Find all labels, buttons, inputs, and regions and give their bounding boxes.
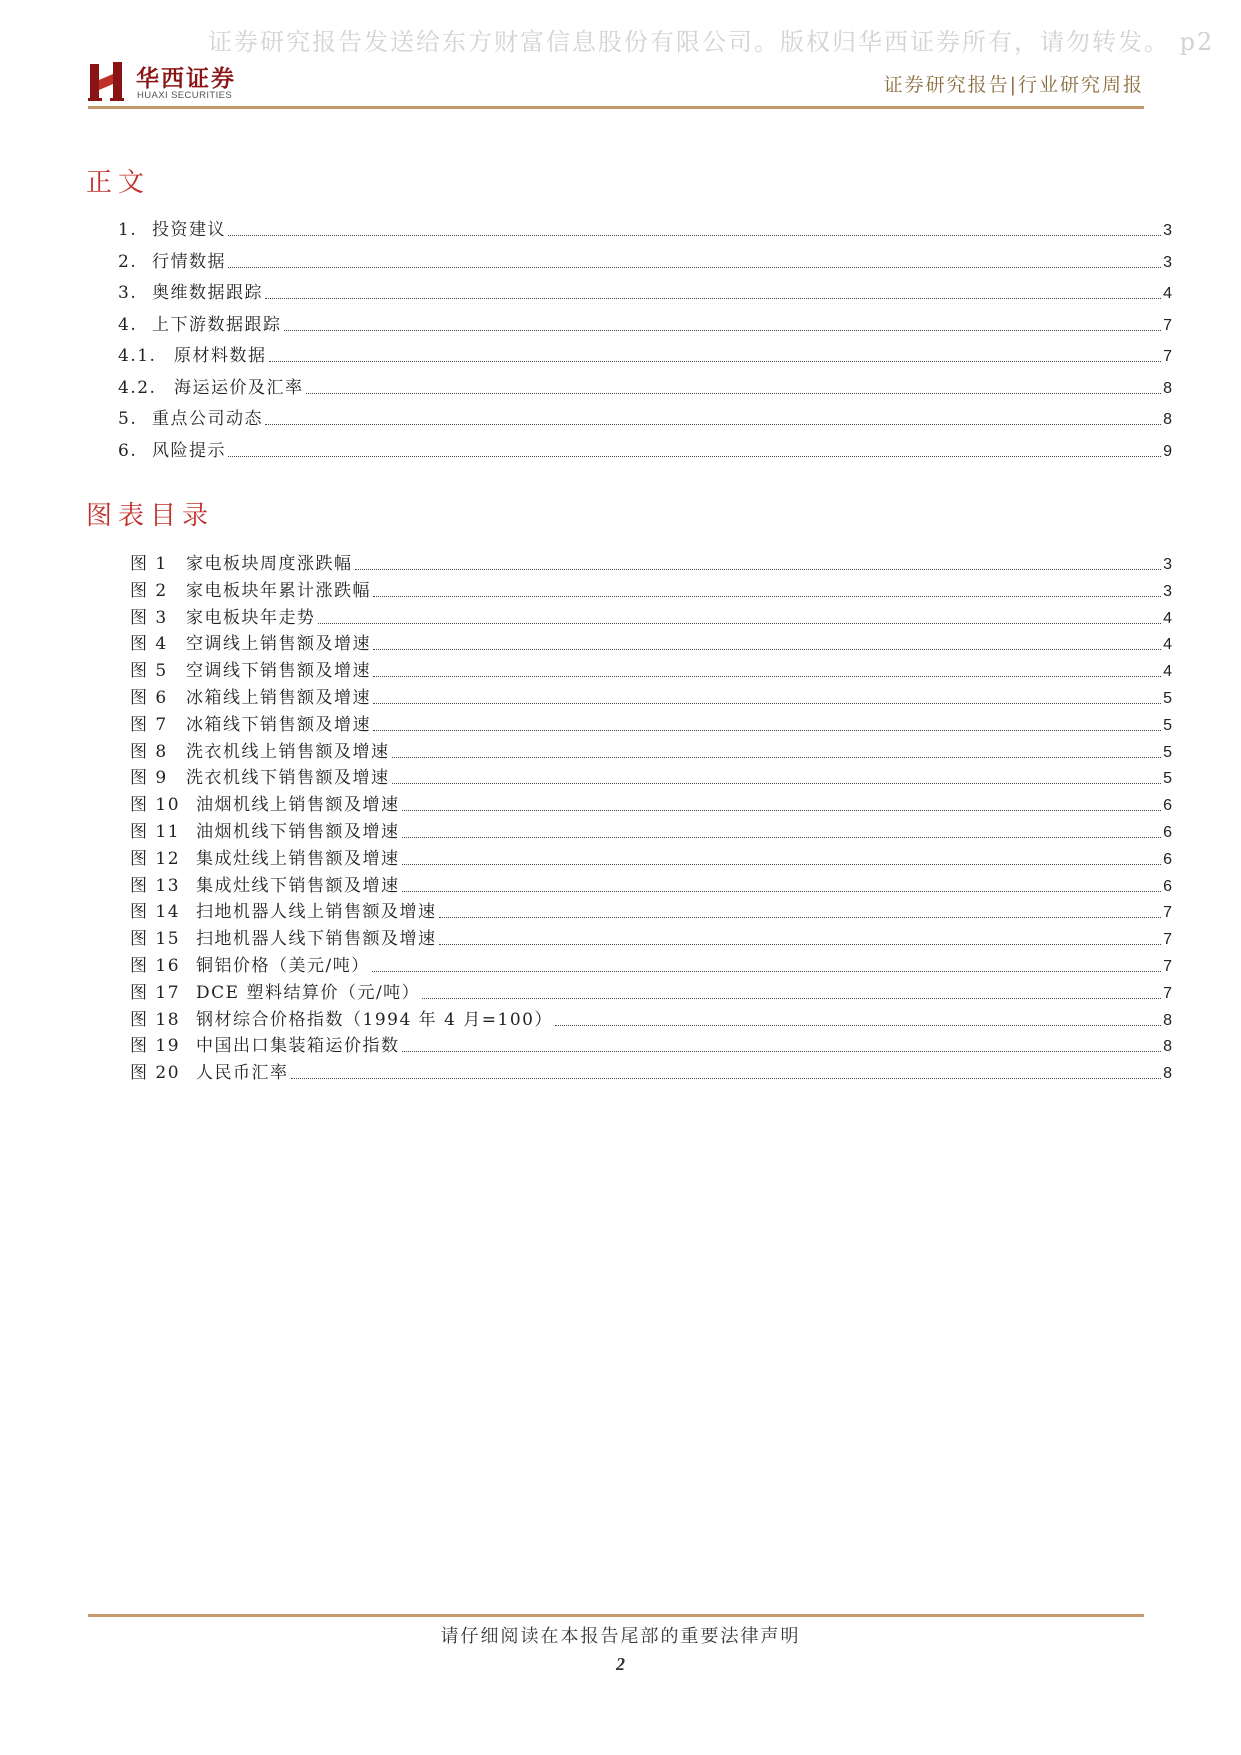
toc-entry-label: 空调线下销售额及增速 — [186, 661, 371, 682]
toc-entry[interactable] — [118, 311, 1172, 335]
toc-entry-number: 1. — [118, 220, 138, 240]
toc-entry-label: 扫地机器人线上销售额及增速 — [196, 902, 437, 923]
figure-toc-entry[interactable] — [130, 764, 1172, 788]
toc-entry-number: 图 2 — [130, 580, 168, 601]
toc-entry[interactable] — [118, 342, 1172, 366]
toc-entry-number: 图 19 — [130, 1036, 181, 1057]
figure-toc-entry[interactable] — [130, 845, 1172, 869]
toc-entry-label: 家电板块周度涨跌幅 — [186, 554, 353, 574]
figure-toc-entry[interactable] — [130, 925, 1172, 949]
figure-toc-entry[interactable] — [130, 818, 1172, 842]
toc-entry-page: 7 — [1163, 316, 1172, 334]
toc-entry-page: 3 — [1163, 222, 1172, 239]
toc-entry-label: 集成灶线下销售额及增速 — [196, 875, 400, 896]
logo-english-name: HUAXI SECURITIES — [137, 90, 233, 101]
toc-dot-leader — [228, 235, 1161, 236]
toc-dot-leader — [228, 456, 1161, 457]
toc-entry-label: 钢材综合价格指数（1994 年 4 月=100） — [196, 1009, 553, 1030]
toc-entry-page: 4 — [1163, 285, 1172, 302]
toc-entry-label: 原材料数据 — [174, 346, 267, 366]
toc-dot-leader — [372, 971, 1161, 972]
toc-entry-label: DCE 塑料结算价（元/吨） — [196, 982, 421, 1003]
footer-disclaimer: 请仔细阅读在本报告尾部的重要法律声明 — [440, 1626, 801, 1647]
toc-entry-page: 7 — [1163, 348, 1172, 365]
toc-entry-number: 图 11 — [130, 822, 181, 842]
toc-entry-label: 奥维数据跟踪 — [152, 283, 263, 303]
toc-entry[interactable] — [118, 248, 1172, 272]
figure-toc-entry[interactable] — [130, 684, 1172, 708]
figure-toc-entry[interactable] — [130, 1032, 1172, 1056]
body-toc-title: 正文 — [86, 168, 151, 198]
toc-entry-page: 3 — [1163, 582, 1172, 600]
toc-entry-page: 4 — [1163, 636, 1172, 654]
toc-entry-page: 6 — [1163, 824, 1172, 841]
toc-entry-page: 4 — [1163, 609, 1172, 627]
toc-entry-number: 图 4 — [130, 634, 168, 655]
toc-dot-leader — [439, 944, 1162, 945]
toc-entry-label: 家电板块年累计涨跌幅 — [186, 580, 371, 601]
toc-entry-label: 家电板块年走势 — [186, 607, 316, 628]
figure-toc-entry[interactable] — [130, 550, 1172, 574]
toc-entry-label: 油烟机线下销售额及增速 — [196, 822, 400, 842]
toc-entry-label: 风险提示 — [152, 440, 226, 461]
toc-entry-number: 4.1. — [118, 346, 157, 366]
toc-dot-leader — [355, 569, 1162, 570]
figure-toc-entry[interactable] — [130, 738, 1172, 762]
figure-toc-entry[interactable] — [130, 952, 1172, 976]
toc-dot-leader — [422, 998, 1161, 999]
toc-entry-number: 图 10 — [130, 795, 181, 816]
toc-entry-label: 集成灶线上销售额及增速 — [196, 848, 400, 869]
figure-toc-entry[interactable] — [130, 872, 1172, 896]
toc-dot-leader — [402, 891, 1162, 892]
toc-dot-leader — [269, 361, 1162, 362]
toc-dot-leader — [291, 1078, 1162, 1079]
toc-entry-page: 7 — [1163, 904, 1172, 922]
toc-dot-leader — [392, 757, 1162, 758]
toc-entry-page: 6 — [1163, 877, 1172, 895]
toc-entry-number: 图 12 — [130, 848, 181, 869]
company-logo — [88, 56, 268, 106]
toc-entry-number: 图 5 — [130, 661, 168, 682]
toc-dot-leader — [439, 917, 1162, 918]
toc-dot-leader — [402, 837, 1162, 838]
toc-dot-leader — [318, 623, 1162, 624]
toc-dot-leader — [402, 864, 1162, 865]
toc-entry-page: 8 — [1163, 411, 1172, 428]
toc-entry-label: 重点公司动态 — [152, 409, 263, 429]
toc-entry-page: 7 — [1163, 984, 1172, 1002]
toc-entry-number: 图 16 — [130, 956, 181, 976]
toc-entry-page: 3 — [1163, 253, 1172, 271]
toc-entry-label: 冰箱线上销售额及增速 — [186, 688, 371, 708]
toc-entry-number: 图 18 — [130, 1009, 181, 1030]
toc-entry-number: 图 20 — [130, 1063, 181, 1084]
toc-entry-number: 3. — [118, 283, 138, 303]
toc-entry-page: 8 — [1163, 1065, 1172, 1083]
toc-entry-number: 4.2. — [118, 377, 157, 398]
figure-toc-title: 图表目录 — [86, 501, 215, 531]
toc-dot-leader — [555, 1025, 1161, 1026]
toc-entry-page: 7 — [1163, 931, 1172, 949]
toc-entry[interactable] — [118, 374, 1172, 398]
toc-entry-page: 6 — [1163, 797, 1172, 815]
toc-entry-page: 9 — [1163, 442, 1172, 460]
toc-entry-label: 海运运价及汇率 — [174, 377, 304, 398]
toc-entry-number: 图 9 — [130, 768, 168, 789]
figure-toc-entry[interactable] — [130, 1006, 1172, 1030]
toc-entry-label: 扫地机器人线下销售额及增速 — [196, 929, 437, 950]
toc-entry-page: 6 — [1163, 850, 1172, 868]
toc-entry-number: 6. — [118, 440, 138, 461]
toc-entry-number: 4. — [118, 314, 138, 335]
toc-dot-leader — [373, 676, 1161, 677]
toc-entry-page: 8 — [1163, 1011, 1172, 1029]
toc-entry-page: 8 — [1163, 379, 1172, 397]
figure-toc-entry[interactable] — [130, 711, 1172, 735]
toc-dot-leader — [402, 810, 1162, 811]
report-type-label: 证券研究报告|行业研究周报 — [883, 74, 1144, 96]
watermark-text: 证券研究报告发送给东方财富信息股份有限公司。版权归华西证券所有，请勿转发。 p2 — [208, 28, 1215, 56]
logo-chinese-name: 华西证券 — [136, 66, 236, 92]
toc-entry-label: 中国出口集装箱运价指数 — [196, 1036, 400, 1057]
toc-dot-leader — [373, 730, 1161, 731]
figure-toc-entry[interactable] — [130, 577, 1172, 601]
toc-entry-page: 5 — [1163, 770, 1172, 788]
figure-toc-entry[interactable] — [130, 791, 1172, 815]
huaxi-logo-icon — [88, 60, 126, 102]
toc-entry-label: 行情数据 — [152, 251, 226, 272]
figure-toc-entry[interactable] — [130, 1059, 1172, 1083]
toc-entry-number: 图 15 — [130, 929, 181, 950]
toc-entry-page: 7 — [1163, 958, 1172, 975]
toc-entry-label: 冰箱线下销售额及增速 — [186, 714, 371, 735]
toc-entry-label: 上下游数据跟踪 — [152, 314, 282, 335]
toc-entry-number: 图 3 — [130, 607, 168, 628]
toc-entry-number: 图 17 — [130, 982, 181, 1003]
toc-dot-leader — [373, 649, 1161, 650]
toc-entry-page: 5 — [1163, 743, 1172, 761]
toc-entry-number: 图 8 — [130, 741, 168, 762]
toc-dot-leader — [265, 298, 1161, 299]
toc-entry-number: 图 6 — [130, 688, 168, 708]
toc-entry-page: 5 — [1163, 690, 1172, 707]
toc-entry[interactable] — [118, 279, 1172, 303]
toc-entry-number: 图 14 — [130, 902, 181, 923]
toc-entry-label: 油烟机线上销售额及增速 — [196, 795, 400, 816]
figure-toc-entry[interactable] — [130, 898, 1172, 922]
toc-entry-page: 5 — [1163, 716, 1172, 734]
toc-entry-number: 图 7 — [130, 714, 168, 735]
figure-toc-entry[interactable] — [130, 657, 1172, 681]
toc-entry-label: 洗衣机线上销售额及增速 — [186, 741, 390, 762]
toc-entry[interactable] — [118, 405, 1172, 429]
footer-divider — [88, 1614, 1144, 1617]
toc-entry-label: 空调线上销售额及增速 — [186, 634, 371, 655]
toc-entry-page: 4 — [1163, 663, 1172, 681]
toc-entry-number: 图 13 — [130, 875, 181, 896]
toc-entry-label: 铜铝价格（美元/吨） — [196, 956, 370, 976]
figure-toc-entry[interactable] — [130, 604, 1172, 628]
toc-dot-leader — [284, 330, 1162, 331]
toc-entry-number: 2. — [118, 251, 138, 272]
toc-entry-page: 8 — [1163, 1038, 1172, 1056]
toc-entry-number: 5. — [118, 409, 138, 429]
toc-dot-leader — [228, 267, 1161, 268]
toc-entry-page: 3 — [1163, 556, 1172, 573]
toc-dot-leader — [265, 424, 1161, 425]
page-number: 2 — [616, 1654, 625, 1674]
toc-dot-leader — [306, 393, 1162, 394]
toc-entry[interactable] — [118, 216, 1172, 240]
toc-dot-leader — [373, 596, 1161, 597]
toc-dot-leader — [402, 1051, 1162, 1052]
toc-entry-label: 投资建议 — [152, 220, 226, 240]
toc-entry[interactable] — [118, 437, 1172, 461]
figure-toc-entry[interactable] — [130, 979, 1172, 1003]
toc-entry-label: 人民币汇率 — [196, 1063, 289, 1084]
toc-dot-leader — [392, 783, 1162, 784]
toc-dot-leader — [373, 703, 1161, 704]
header-divider — [88, 106, 1144, 109]
toc-entry-label: 洗衣机线下销售额及增速 — [186, 768, 390, 789]
figure-toc-entry[interactable] — [130, 630, 1172, 654]
toc-entry-number: 图 1 — [130, 554, 168, 574]
